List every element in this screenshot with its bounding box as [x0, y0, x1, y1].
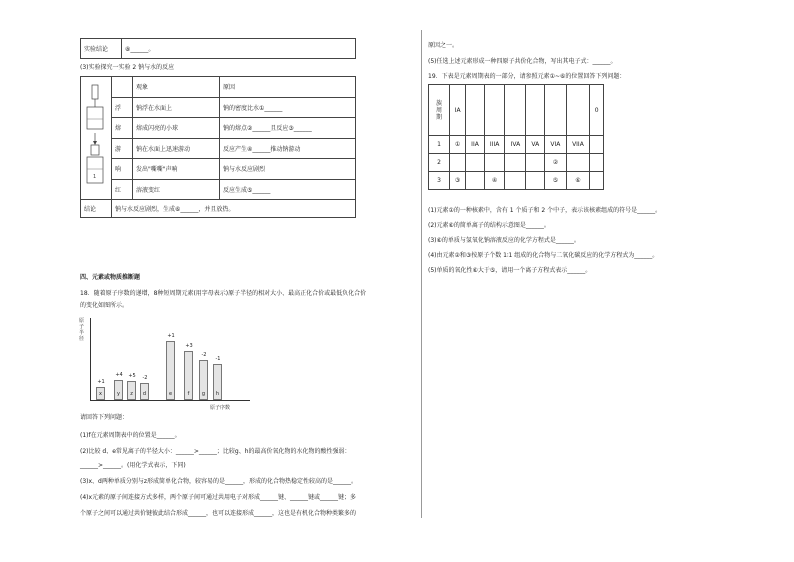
conclusion-label: 实验结论: [81, 39, 122, 59]
row-key: 红: [112, 179, 133, 200]
bar-d: [140, 383, 149, 400]
bar-valence-label: +1: [97, 379, 105, 385]
pt-cell: IIA: [466, 136, 485, 154]
answer-line-1: (1)f在元素周期表中的位置是______。: [80, 432, 181, 439]
periodic-table: [428, 84, 604, 190]
bar-valence-label: -1: [215, 356, 221, 362]
pt-cell: VIIA: [566, 136, 590, 154]
svg-text:1: 1: [93, 174, 97, 180]
q19-line-3: (3)⑥的单质与氢氧化钠溶液反应的化学方程式是______。: [428, 237, 580, 244]
pt-header: [429, 85, 450, 136]
q19-line-2: (2)元素⑥的简单离子的结构示意图是______。: [428, 222, 550, 229]
pt-cell: [466, 154, 485, 172]
pt-period: 1: [429, 136, 450, 154]
bar-f: [184, 351, 193, 400]
answer-line-6: 个原子之间可以通过共价键彼此结合形成______，也可以连接形成______，这也是有机化合物种类繁多的: [80, 510, 357, 517]
row-obs: 溶液变红: [133, 179, 220, 200]
answer-line-5: (4)x元素的原子间连接方式多样，两个原子间可通过共用电子对形成______键、______键或______键；多: [80, 494, 357, 501]
bar-z: [127, 381, 136, 400]
right-top-line-0: 原因之一。: [428, 42, 459, 49]
bar-valence-label: +4: [115, 372, 123, 378]
pt-group: IA: [450, 85, 466, 136]
pt-cell: ⑥: [566, 172, 590, 190]
sodium-water-table: [80, 76, 356, 218]
x-axis: [90, 400, 250, 401]
conclusion-value: ⑧______。: [122, 39, 356, 59]
bar-element-label: h: [215, 391, 220, 397]
row-reason: 钠与水反应剧烈: [220, 159, 356, 180]
pt-cell: ⑤: [545, 172, 566, 190]
pt-cell: [590, 172, 604, 190]
row-key: 游: [112, 138, 133, 159]
bar-element-label: g: [201, 391, 206, 397]
bar-element-label: y: [117, 391, 120, 397]
q18-text-cont: 的变化如图所示。: [80, 302, 129, 309]
pt-header-label: 族 周 期: [435, 99, 442, 121]
pt-period: 2: [429, 154, 450, 172]
row-key: 浮: [112, 97, 133, 118]
q19-line-5: (5)单质的氧化性⑥大于⑤，请用一个离子方程式表示______。: [428, 267, 592, 274]
pt-group: [566, 85, 590, 136]
section-title: 四、元素或物质推断题: [80, 274, 141, 281]
bar-valence-label: -2: [142, 375, 148, 381]
bar-valence-label: +3: [185, 343, 193, 349]
apparatus-diagram: [81, 77, 111, 197]
pt-cell: VA: [526, 136, 545, 154]
bar-valence-label: +1: [167, 333, 175, 339]
pt-group: [526, 85, 545, 136]
row-reason: 反应产生④______推动钠游动: [220, 138, 356, 159]
experiment-conclusion-table: [80, 38, 356, 59]
row-key: 响: [112, 159, 133, 180]
pt-cell: [590, 136, 604, 154]
right-top-line-1: (5)任选上述元素形成一种四原子共价化合物，写出其电子式：______。: [428, 58, 617, 65]
chart-ylabel: 原子半径: [79, 318, 85, 342]
q18-text: 18．随着原子序数的递增，8种短周期元素(用字母表示)原子半径的相对大小、最高正化合价或最低负化合价: [80, 290, 367, 297]
bar-x: [96, 387, 105, 400]
pt-cell: ①: [450, 136, 466, 154]
row-obs: 熔成闪亮的小球: [133, 118, 220, 139]
row-reason: 钠的密度比水①______: [220, 97, 356, 118]
answer-line-4: (3)x、d两种单质分别与z形成简单化合物，较容易的是______，形成的化合物热稳定性较高的是______。: [80, 478, 358, 485]
answer-line-0: 请回答下列问题：: [80, 414, 129, 421]
row-obs: 钠浮在水面上: [133, 97, 220, 118]
pt-cell: [484, 154, 505, 172]
pt-group: [545, 85, 566, 136]
pt-cell: [505, 172, 526, 190]
conclusion2-value: 钠与水反应剧烈，生成⑥______，并且放热。: [112, 200, 356, 218]
row-obs: 发出"嘶嘶"声响: [133, 159, 220, 180]
bar-e: [166, 341, 175, 400]
pt-group: [484, 85, 505, 136]
pt-cell: [450, 154, 466, 172]
bar-element-label: d: [142, 391, 147, 397]
pt-cell: [590, 154, 604, 172]
pt-cell: ②: [545, 154, 566, 172]
pt-group: 0: [590, 85, 604, 136]
pt-period: 3: [429, 172, 450, 190]
row-key: 熔: [112, 118, 133, 139]
q19-line-4: (4)由元素②和③按原子个数 1∶1 组成的化合物与二氧化碳反应的化学方程式为______。: [428, 252, 659, 259]
pt-cell: ③: [450, 172, 466, 190]
bar-element-label: f: [187, 391, 190, 397]
pt-group: [466, 85, 485, 136]
column-divider: [421, 30, 422, 518]
experiment-heading: (3)实验探究一实验 2 钠与水的反应: [80, 64, 175, 71]
answer-line-3: ______>______。(用化学式表示，下同): [80, 462, 186, 469]
bar-y: [114, 380, 123, 400]
pt-cell: IVA: [505, 136, 526, 154]
pt-cell: IIIA: [484, 136, 505, 154]
pt-cell: [526, 154, 545, 172]
bar-valence-label: +5: [128, 373, 136, 379]
bar-h: [213, 364, 222, 400]
pt-cell: ④: [484, 172, 505, 190]
bar-valence-label: -2: [201, 352, 207, 358]
chart-xlabel: 原子序数: [210, 405, 231, 411]
conclusion2-label: 结论: [81, 200, 112, 218]
atomic-radius-chart: [79, 318, 250, 411]
bar-element-label: e: [168, 391, 173, 397]
table-header-reason: 原因: [220, 77, 356, 98]
y-axis: [90, 318, 91, 400]
answer-line-2: (2)比较 d、e常见离子的半径大小：______>______；比较g、h的最高价氧化物的水化物的酸性强弱：: [80, 448, 351, 455]
pt-cell: [505, 154, 526, 172]
pt-cell: VIA: [545, 136, 566, 154]
bar-element-label: z: [130, 391, 133, 397]
pt-cell: [566, 154, 590, 172]
row-reason: 钠的熔点②______且反应③______: [220, 118, 356, 139]
table-header-obs: 观象: [133, 77, 220, 98]
right-top-line-2: 19．下表是元素周期表的一部分，请参照元素①~⑥的位置回答下列问题：: [428, 73, 626, 80]
row-obs: 钠在水面上迅速游动: [133, 138, 220, 159]
apparatus-diagram-cell: [81, 77, 112, 200]
pt-cell: [466, 172, 485, 190]
q19-line-1: (1)元素①的一种核素中，含有 1 个质子和 2 个中子，表示该核素组成的符号是______。: [428, 207, 662, 214]
bar-element-label: x: [99, 391, 102, 397]
bar-g: [199, 360, 208, 400]
pt-cell: [526, 172, 545, 190]
row-reason: 反应生成⑤______: [220, 179, 356, 200]
pt-group: [505, 85, 526, 136]
